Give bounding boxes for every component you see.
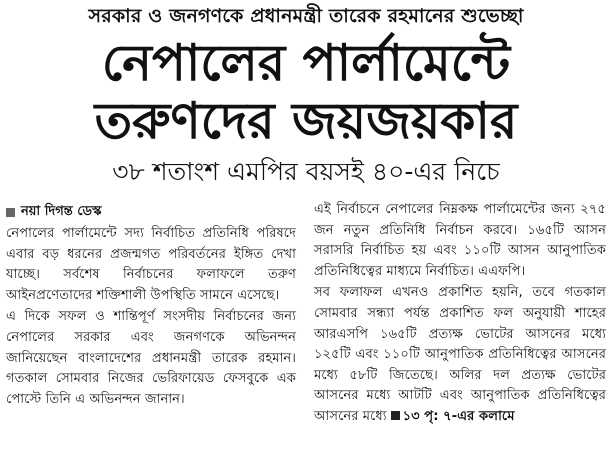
right-paragraph-1: এই নির্বাচনে নেপালের নিম্নকক্ষ পার্লামেন্টের জন্য ২৭৫ জন নতুন প্রতিনিধি নির্বাচন করবে। ১৬৫টি আসন সরাসরি নির্বাচিত হয় এবং ১১০টি আসন আনুপাতিক প্রতিনিধিত্বের মাধ্যমে নির্বাচিত। এএফপি। <box>314 202 606 279</box>
byline <box>6 200 296 224</box>
left-paragraph-2: এ দিকে সফল ও শান্তিপূর্ণ সংসদীয় নির্বাচনের জন্য নেপালের সরকার এবং জনগণকে অভিনন্দন জানিয়েছেন বাংলাদেশের প্রধানমন্ত্রী তারেক রহমান। গতকাল সোমবার নিজের ভেরিফায়েড ফেসবুকে এক পোস্টে তিনি এ অভিনন্দন জানান। <box>6 309 296 407</box>
square-bullet-icon <box>6 208 15 217</box>
right-paragraph-2-text: সব ফলাফল এখনও প্রকাশিত হয়নি, তবে গতকাল সোমবার সন্ধ্যা পর্যন্ত প্রকাশিত ফল অনুযায়ী শাহের আরএসপি ১৬৫টি প্রত্যক্ষ ভোটের আসনের মধ্যে ১২৫টি এবং ১১০টি আনুপাতিক প্রতিনিধিত্বের আসনের মধ্যে ৫৮টি জিতেছে। অলির দল প্রত্যক্ষ ভোটের আসনের মধ্যে আটটি এবং আনুপাতিক প্রতিনিধিত্বের আসনের মধ্যে <box>314 285 606 424</box>
right-paragraph-2 <box>314 283 606 427</box>
subheadline: ৩৮ শতাংশ এমপির বয়সই ৪০-এর নিচে <box>112 157 500 186</box>
left-column <box>6 200 296 410</box>
kicker-line: সরকার ও জনগণকে প্রধানমন্ত্রী তারেক রহমানের শুভেচ্ছা <box>88 5 524 27</box>
byline-text: নয়া দিগন্ত ডেস্ক <box>21 204 102 219</box>
jump-reference: ১৩ পৃ: ৭-এর কলামে <box>402 408 515 424</box>
headline-line-2: তরুণদের জয়জয়কার <box>94 92 518 150</box>
left-paragraph-1: নেপালের পার্লামেন্টে সদ্য নির্বাচিত প্রতিনিধি পরিষদে এবার বড় ধরনের প্রজন্মগত পরিবর্তনের ইঙ্গিত দেখা যাচ্ছে। সর্বশেষ নির্বাচনের ফলাফলে তরুণ আইনপ্রণেতাদের শক্তিশালী উপস্থিতি সামনে এসেছে। <box>6 226 296 303</box>
right-column <box>314 200 606 428</box>
headline-line-1: নেপালের পার্লামেন্টে <box>101 34 511 92</box>
jump-square-icon <box>391 411 400 420</box>
